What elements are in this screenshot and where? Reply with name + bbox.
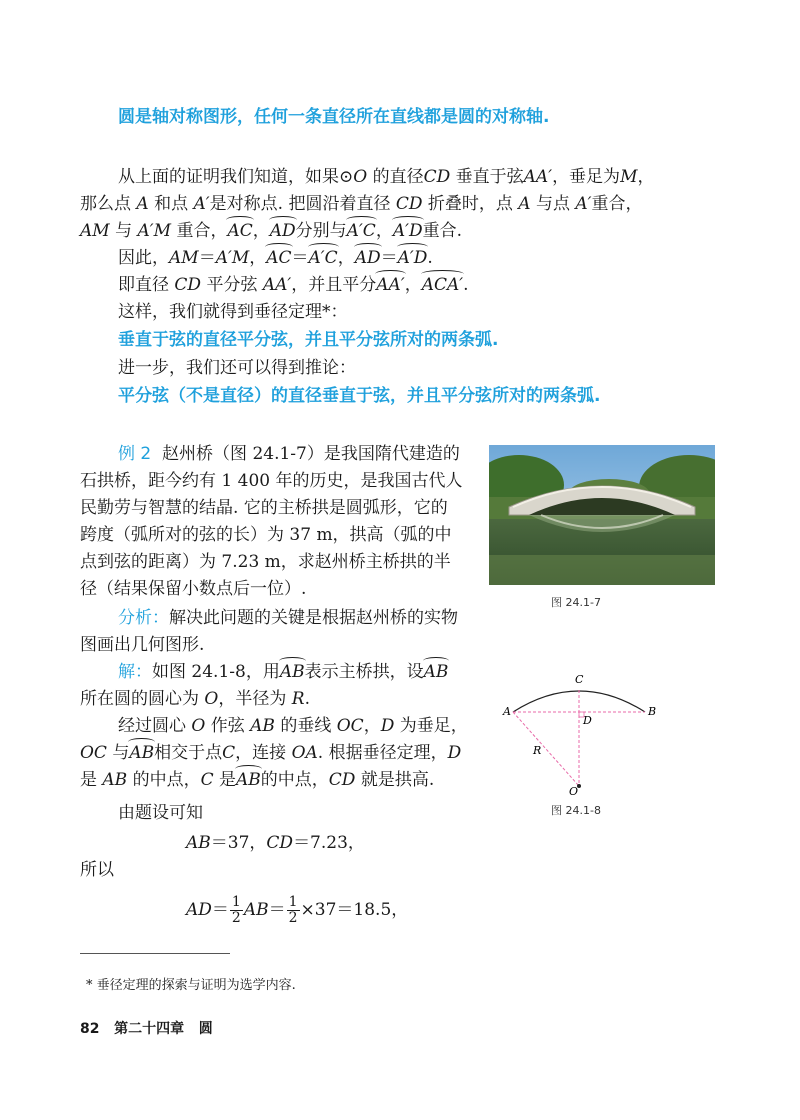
solution-line-6: 由题设可知 [118,803,203,823]
solution-line-5: 是 AB 的中点，C 是AB的中点，CD 就是拱高. [80,770,435,790]
page-footer [80,1018,213,1038]
figure-7-caption: 图 24.1-7 [551,596,601,609]
fraction-one-half-2: $\frac{1}{2}$ [288,894,298,926]
symmetry-theorem: 圆是轴对称图形，任何一条直径所在直线都是圆的对称轴. [118,107,550,127]
arc-a-prime-d: A′D [392,221,423,241]
figure-8-diagram [495,668,665,798]
chapter-name: 第二十四章 [114,1021,185,1037]
further-text: 进一步，我们还可以得到推论： [118,358,356,378]
ad-equation: AD＝ $\frac{1}{2}$ AB＝ $\frac{1}{2}$ ×37＝18.5， [186,894,409,926]
page-number: 82 [80,1021,100,1037]
zhaozhou-bridge-photo [489,445,715,585]
solution-line-1: 解：如图 24.1-8，用AB表示主桥拱，设AB [118,662,449,682]
footnote: * 垂径定理的探索与证明为选学内容. [86,978,296,993]
analysis-line-1: 分析：解决此问题的关键是根据赵州桥的实物 [118,608,458,628]
fraction-one-half: $\frac{1}{2}$ [231,894,241,926]
label-o: O [569,785,579,798]
solution-line-2: 所在圆的圆心为 O，半径为 R. [80,689,310,709]
analysis-line-2: 图画出几何图形. [80,635,205,655]
label-c: C [575,673,584,686]
corollary: 平分弦（不是直径）的直径垂直于弦，并且平分弦所对的两条弧. [118,386,601,406]
proof-line-3: AM 与 A′M 重合，AC，AD分别与A′C，A′D重合. [80,221,463,241]
label-a: A [503,705,511,718]
example-line-3: 民勤劳与智慧的结晶. 它的主桥拱是圆弧形，它的 [80,498,448,518]
example-line-6: 径（结果保留小数点后一位）. [80,579,307,599]
solution-line-4: OC 与AB相交于点C，连接 OA. 根据垂径定理，D [80,743,462,763]
proof-line-1: 从上面的证明我们知道，如果⊙O 的直径CD 垂直于弦AA′，垂足为M， [118,167,655,187]
so-text: 所以 [80,860,114,880]
solution-line-3: 经过圆心 O 作弦 AB 的垂线 OC，D 为垂足， [118,716,468,736]
label-b: B [648,705,657,718]
arc-ad: AD [269,221,296,241]
proof-line-2: 那么点 A 和点 A′是对称点. 把圆沿着直径 CD 折叠时，点 A 与点 A′重合， [80,194,643,214]
example-line-4: 跨度（弧所对的弦的长）为 37 m，拱高（弧的中 [80,525,452,545]
example-line-1: 例 2 赵州桥（图 24.1-7）是我国隋代建造的 [118,444,460,464]
given-equation: AB＝37，CD＝7.23， [186,833,365,853]
example-line-5: 点到弦的距离）为 7.23 m，求赵州桥主桥拱的半 [80,552,451,572]
label-r: R [533,744,542,757]
arc-ac: AC [227,221,253,241]
example-label: 例 2 [118,444,152,464]
solution-label: 解： [118,662,152,682]
perpendicular-diameter-theorem: 垂直于弦的直径平分弦，并且平分弦所对的两条弧. [118,330,499,350]
analysis-label: 分析： [118,608,169,628]
chapter-title: 圆 [198,1021,213,1037]
example-line-2: 石拱桥，距今约有 1 400 年的历史，是我国古代人 [80,471,463,491]
proof-line-4: 因此，AM＝A′M，AC＝A′C，AD＝A′D. [118,248,433,268]
proof-line-6: 这样，我们就得到垂径定理*： [118,302,348,322]
label-d: D [583,714,592,727]
figure-8-caption: 图 24.1-8 [551,804,601,817]
footnote-divider [80,953,230,954]
proof-line-5: 即直径 CD 平分弦 AA′，并且平分AA′，ACA′. [118,275,469,295]
segment-oa [513,712,579,786]
arc-a-prime-c: A′C [346,221,376,241]
